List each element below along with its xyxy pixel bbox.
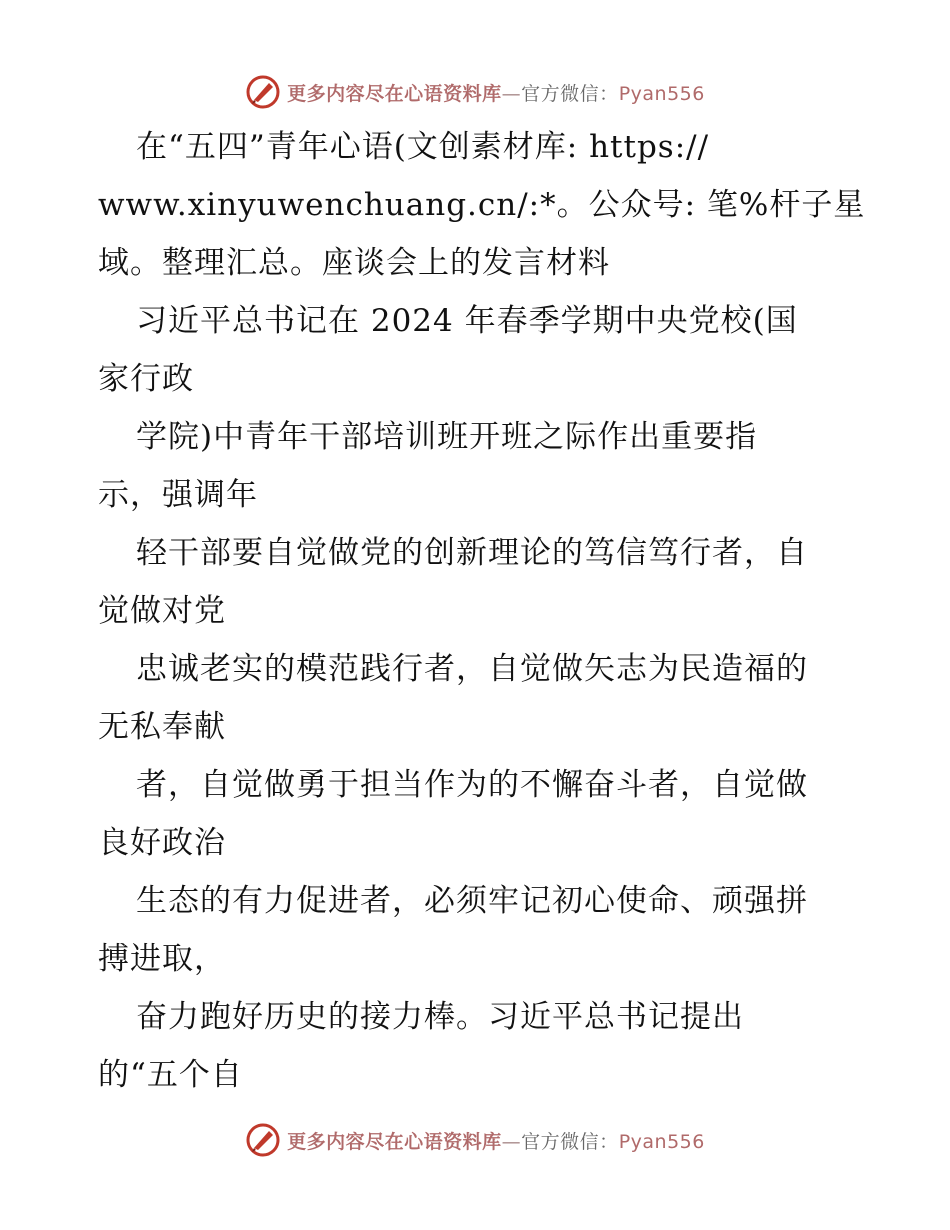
footer-dash: — <box>501 1130 522 1153</box>
document-body <box>98 118 868 1104</box>
doc-line-14: 生态的有力促进者，必须牢记初心使命、顽强拼 <box>136 883 808 919</box>
doc-line-3: 域。整理汇总。座谈会上的发言材料 <box>98 245 610 281</box>
footer-banner-text <box>287 1127 705 1154</box>
doc-line-1: 在“五四”青年心语(文创素材库: https:// <box>136 129 710 165</box>
doc-line-10: 忠诚老实的模范践行者，自觉做矢志为民造福的 <box>136 651 808 687</box>
doc-line-17: 的“五个自 <box>98 1057 243 1093</box>
footer-banner <box>0 1118 950 1162</box>
doc-line-6: 学院)中青年干部培训班开班之际作出重要指 <box>136 419 758 455</box>
header-banner <box>0 70 950 114</box>
doc-line-13: 良好政治 <box>98 825 226 861</box>
header-banner-text <box>287 79 705 106</box>
header-wechat-handle: Pyan556 <box>618 82 705 105</box>
doc-line-7: 示，强调年 <box>98 477 258 513</box>
header-slogan: 更多内容尽在心语资料库 <box>287 82 502 105</box>
doc-line-8: 轻干部要自觉做党的创新理论的笃信笃行者，自 <box>136 535 808 571</box>
doc-line-5: 家行政 <box>98 361 194 397</box>
header-dash: — <box>501 82 522 105</box>
footer-wechat-label: 官方微信： <box>521 1130 619 1153</box>
doc-line-11: 无私奉献 <box>98 709 226 745</box>
doc-line-4: 习近平总书记在 2024 年春季学期中央党校(国 <box>136 303 798 339</box>
doc-line-9: 觉做对党 <box>98 593 226 629</box>
footer-slogan: 更多内容尽在心语资料库 <box>287 1130 502 1153</box>
footer-wechat-handle: Pyan556 <box>618 1130 705 1153</box>
header-wechat-label: 官方微信： <box>521 82 619 105</box>
doc-line-15: 搏进取， <box>98 941 226 977</box>
doc-line-2: www.xinyuwenchuang.cn/:*。公众号: 笔%杆子星 <box>98 187 866 223</box>
doc-line-12: 者，自觉做勇于担当作为的不懈奋斗者，自觉做 <box>136 767 808 803</box>
doc-line-16: 奋力跑好历史的接力棒。习近平总书记提出 <box>136 999 744 1035</box>
logo-icon <box>245 74 281 110</box>
logo-icon <box>245 1122 281 1158</box>
